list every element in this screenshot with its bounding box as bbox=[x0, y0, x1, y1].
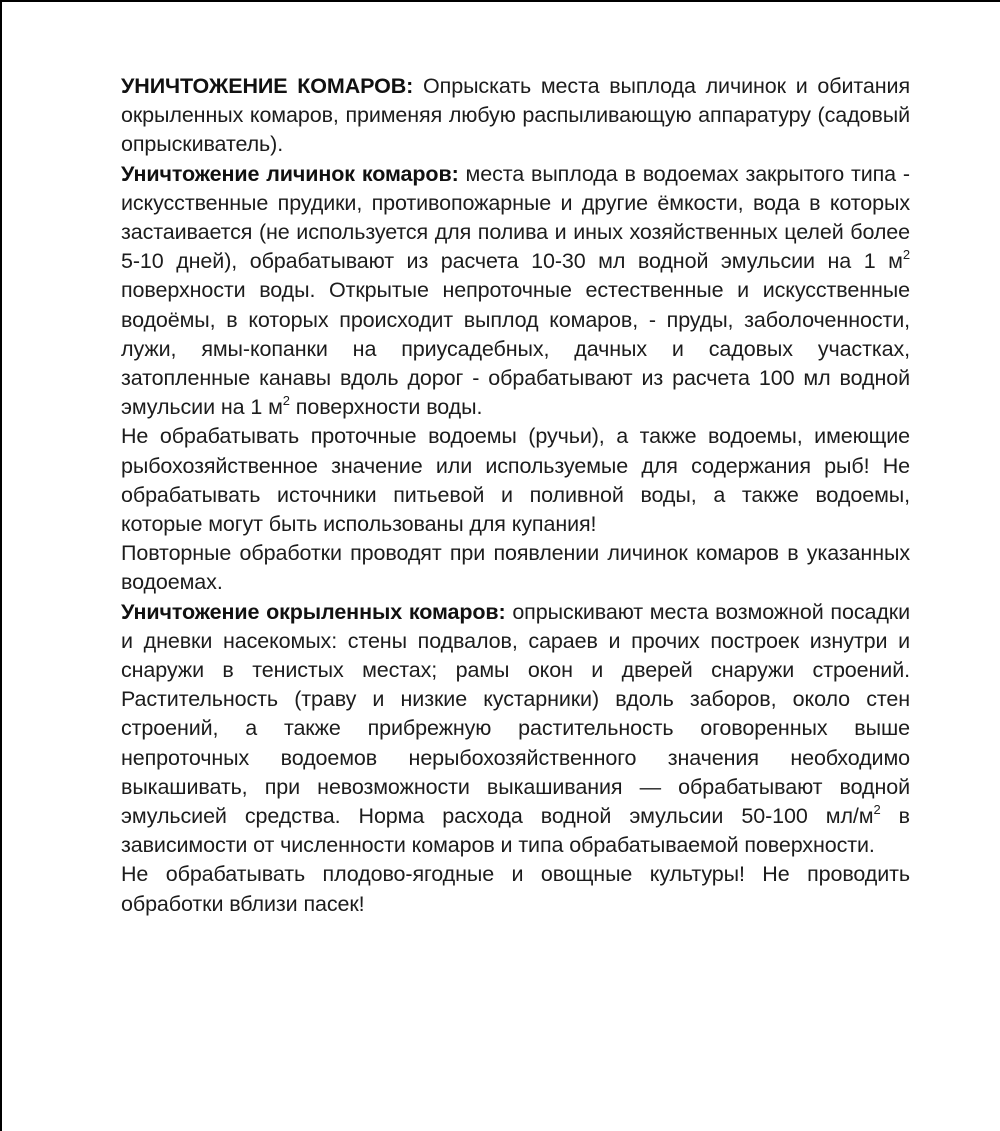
paragraph-text: Опрыскать места выплода личинок и обитания окрыленных комаров, применяя любую распыливающую аппаратуру (садовый опрыскиватель). bbox=[121, 74, 910, 157]
paragraph-larvae-control bbox=[121, 160, 910, 423]
heading-adult-control: Уничтожение окрыленных комаров: bbox=[121, 599, 506, 624]
paragraph-text: Не обрабатывать проточные водоемы (ручьи), а также водоемы, имеющие рыбохозяйственное значение или используемые для содержания рыб! Не обрабатывать источники питьевой и поливной воды, а также водоемы, которые могут быть использованы для купания! bbox=[121, 424, 910, 537]
superscript: 2 bbox=[873, 802, 881, 818]
superscript: 2 bbox=[902, 247, 910, 263]
paragraph-water-warning bbox=[121, 422, 910, 539]
paragraph-text: в зависимости от численности комаров и типа обрабатываемой поверхности. bbox=[121, 804, 910, 858]
superscript: 2 bbox=[282, 393, 290, 409]
paragraph-text: Не обрабатывать плодово-ягодные и овощные культуры! Не проводить обработки вблизи пасек! bbox=[121, 862, 910, 916]
paragraph-repeat-treatment bbox=[121, 539, 910, 597]
heading-larvae-control: Уничтожение личинок комаров: bbox=[121, 161, 459, 186]
paragraph-text: поверхности воды. Открытые непроточные естественные и искусственные водоёмы, в которых происходит выплод комаров, - пруды, заболоченности, лужи, ямы-копанки на приусадебных, дачных и садовых участках, затопленные канавы вдоль дорог - обрабатывают из расчета 100 мл водной эмульсии на 1 м bbox=[121, 278, 910, 420]
paragraph-mosquito-control bbox=[121, 72, 910, 160]
paragraph-text: поверхности воды. bbox=[289, 395, 483, 420]
paragraph-text: Повторные обработки проводят при появлении личинок комаров в указанных водоемах. bbox=[121, 541, 910, 595]
document-body bbox=[121, 72, 910, 919]
paragraph-adult-control bbox=[121, 598, 910, 861]
paragraph-crops-warning bbox=[121, 860, 910, 918]
heading-mosquito-control: УНИЧТОЖЕНИЕ КОМАРОВ: bbox=[121, 74, 414, 98]
paragraph-text: опрыскивают места возможной посадки и дневки насекомых: стены подвалов, сараев и прочих построек изнутри и снаружи в тенистых местах; рамы окон и дверей снаружи строений. Растительность (траву и низкие кустарники) вдоль заборов, около стен строений, а также прибрежную растительность оговоренных выше непроточных водоемов нерыбохозяйственного значения необходимо выкашивать, при невозможности выкашивания — обрабатывают водной эмульсией средства. Норма расхода водной эмульсии 50-100 мл/м bbox=[121, 599, 910, 829]
paragraph-text: места выплода в водоемах закрытого типа - искусственные прудики, противопожарные и другие ёмкости, вода в которых застаивается (не используется для полива и иных хозяйственных целей более 5-10 дней), обрабатывают из расчета 10-30 мл водной эмульсии на 1 м bbox=[121, 161, 910, 274]
